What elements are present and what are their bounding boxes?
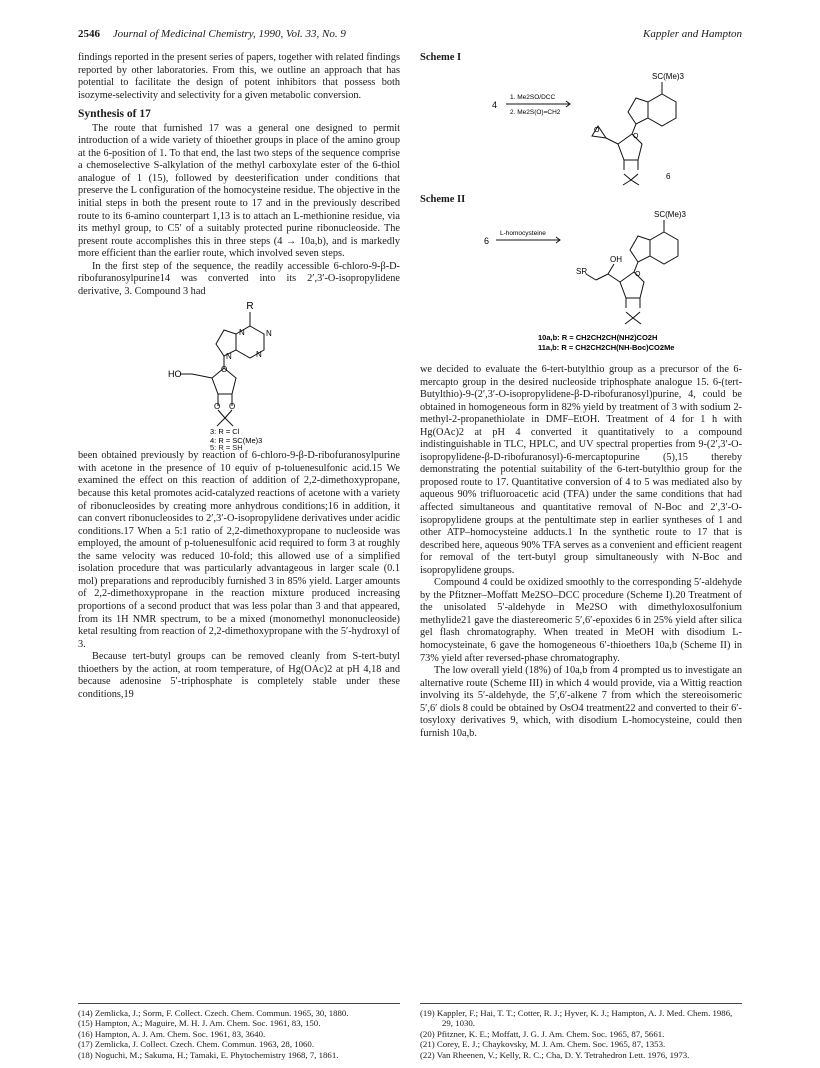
svg-text:O: O [229, 402, 236, 412]
scheme-1-substituent: SC(Me)3 [652, 72, 685, 81]
low-yield-paragraph: The low overall yield (18%) of 10a,b from 4 prompted us to investigate an alternative route (Scheme III) in which 4 would provide, via a Wittig reaction involving its 5′-aldehyde, the 5′,6′-alkene 7 from which the stereoisomeric 5′,6′ diols 8 could be obtained by OsO4 treatment22 and converted to their 6′-tosyloxy derivatives 9, which, with disodium L-homocysteine, could then furnish 10a,b. [420, 665, 742, 739]
svg-text:O: O [633, 133, 639, 140]
caption-5: 5: R = SH [210, 443, 243, 453]
svg-text:O: O [635, 271, 641, 278]
footnote-14: (14) Zemlicka, J.; Sorm, F. Collect. Czech. Chem. Commun. 1965, 30, 1880. [78, 1008, 349, 1018]
svg-text:O: O [214, 402, 221, 412]
footnote-18: (18) Noguchi, M.; Sakuma, H.; Tamaki, E. Phytochemistry 1968, 7, 1861. [78, 1049, 339, 1060]
scheme-1-step-2: 2. Me2S(O)=CH2 [510, 109, 561, 116]
scheme-2-oh-label: OH [610, 255, 622, 264]
scheme-1 [420, 66, 742, 186]
footnotes-right [420, 1003, 742, 1060]
scheme-1-compound-4: 4 [492, 100, 498, 110]
nucleoside-structure-diagram [78, 298, 400, 446]
footnote-16: (16) Hampton, A. J. Am. Chem. Soc. 1961, 83, 3640. [78, 1028, 266, 1039]
scheme-2-substituent: SC(Me)3 [654, 210, 687, 219]
svg-text:O: O [221, 365, 228, 375]
footnote-21: (21) Corey, E. J.; Chaykovsky, M. J. Am. Chem. Soc. 1965, 87, 1353. [420, 1039, 666, 1050]
caption-3: 3: R = Cl [210, 427, 240, 437]
footnotes-left [78, 1003, 400, 1060]
ring-n-label-2: N [266, 329, 272, 339]
scheme-2-compound-6: 6 [484, 236, 490, 246]
scheme-1-diagram [420, 66, 742, 186]
scheme-2-caption-11: 11a,b: R = CH2CH2CH(NH-Boc)CO2Me [538, 343, 675, 352]
section-title: Synthesis of 17 [78, 108, 151, 121]
scheme-2-diagram [420, 208, 742, 364]
footnote-17: (17) Zemlicka, J. Collect. Czech. Chem. Commun. 1963, 28, 1060. [78, 1039, 315, 1050]
footnote-19: (19) Kappler, F.; Hai, T. T.; Cotter, R. J.; Hyver, K. J.; Hampton, A. J. Med. Chem. 1986, 29, 1030. [420, 1008, 733, 1029]
scheme-2 [420, 208, 742, 364]
route-paragraph: The route that furnished 17 was a general one designed to permit introduction of a wide variety of thioether groups in place of the amino group at the 6-position of 1. To that end, the last two steps of the sequence comprise a chemoselective S-alkylation of the methyl carboxylate ester of the 6-thiol analogue of 1 (15), followed by deesterification under conditions that preserve the L configuration of the homocysteine residue. The objective in the initial steps in both the present route to 17 and in the previously described route to its 6-amino counterpart 1,13 is to attach an L-methionine residue, via its methyl group, to C5′ of a suitably protected purine ribonucleoside. The present route accomplishes this in three steps (4 → 10a,b), and is markedly more efficient than the earlier route, which involved seven steps. [78, 122, 400, 260]
footnote-22: (22) Van Rheenen, V.; Kelly, R. C.; Cha, D. Y. Tetrahedron Lett. 1976, 1973. [420, 1049, 690, 1060]
left-column [78, 52, 400, 701]
scheme-2-title: Scheme II [420, 194, 466, 205]
header-left [78, 28, 346, 44]
scheme-2-caption-10: 10a,b: R = CH2CH2CH(NH2)CO2H [538, 333, 658, 342]
scheme-2-sr-label: SR [576, 267, 588, 276]
ring-n-label-3: N [256, 350, 262, 360]
ring-n-label-4: N [226, 352, 232, 362]
running-header [78, 28, 742, 44]
right-column [420, 52, 742, 740]
decided-paragraph: we decided to evaluate the 6-tert-butylthio group as a precursor of the 6-mercapto group in the desired nucleoside triphosphate analogue 15. 6-(tert-Butylthio)-9-(2′,3′-O-isopropylidene-β-D-ribofuranosyl)purine, 4, could be obtained in homogeneous form in 82% yield by treatment of 3 with sodium 2-methyl-2-propanethiolate in DMF–EtOH. Treatment of 4 for 1 h with Hg(OAc)2 at pH 4 converted it quantitatively to a compound indistinguishable in TLC, HPLC, and UV spectral properties from 9-(2′,3′-O-isopropylidene-β-D-ribofuranosyl)-6-mercaptopurine (5),15 thereby demonstrating the potential suitability of the 6-tert-butylthio group for the proposed route to 17. Quantitative conversion of 4 to 5 was mediated also by aqueous 90% trifluoroacetic acid (TFA) under the same conditions that had affected simultaneous and quantitative removal of N-Boc and 2′,3′-O-isopropylidene groups at the pentultimate step in earlier syntheses of 1 and other ATP–homocysteine adducts.1 In the synthetic route to 17 that is described here, aqueous 90% TFA serves as a convenient and efficient reagent for removal of the tert-butyl group simultaneously with N-Boc and isopropylidene groups. [420, 364, 742, 576]
ho-label: HO [168, 369, 182, 380]
footnote-20: (20) Pfitzner, K. E.; Moffatt, J. G. J. Am. Chem. Soc. 1965, 87, 5661. [420, 1028, 665, 1039]
scheme-1-step-1: 1. Me2SO/DCC [510, 94, 556, 101]
journal-citation: Journal of Medicinal Chemistry, 1990, Vol. 33, No. 9 [112, 28, 346, 40]
footnote-15: (15) Hampton, A.; Maguire, M. H. J. Am. Chem. Soc. 1961, 83, 150. [78, 1018, 321, 1029]
r-substituent-label: R [246, 301, 254, 313]
page-number: 2546 [78, 28, 100, 40]
oxidized-paragraph: Compound 4 could be oxidized smoothly to the corresponding 5′-aldehyde by the Pfitzner–Moffatt Me2SO–DCC procedure (Scheme I).20 Treatment of the unisolated 5′-aldehyde in Me2SO with dimethyloxosulfonium methylide21 gave the diastereomeric 5′,6′-epoxides 6 in 25% yield after silica gel flash chromatography. When treated in MeOH with disodium L-homocysteinate, 6 gave the homogeneous 6′-thioethers 10a,b (Scheme II) in 73% yield after reversed-phase chromatography. [420, 577, 742, 664]
caption-4: 4: R = SC(Me)3 [210, 436, 263, 446]
svg-text:O: O [594, 127, 600, 134]
scheme-2-reagent: L-homocysteine [500, 230, 546, 237]
first-step-paragraph: In the first step of the sequence, the readily accessible 6-chloro-9-β-D-ribofuranosylpurine14 was converted into its 2′,3′-O-isopropylidene derivative, 3. Compound 3 had [78, 260, 400, 297]
intro-paragraph: findings reported in the present series of papers, together with related findings reported by other laboratories. From this, we outline an approach that has potential to facilitate the design of potent inhibitors that possess both isozyme-selectivity and selectivity for a given metabolic conversion. [78, 52, 400, 101]
ring-n-label-1: N [239, 328, 245, 338]
obtained-paragraph: been obtained previously by reaction of 6-chloro-9-β-D-ribofuranosylpurine with acetone in the presence of 10 equiv of p-toluenesulfonic acid.15 We examined the effect on this reaction of addition of 2,2-dimethoxypropane, because this ketal promotes acid-catalyzed reactions of acetone with a variety of ribonucleosides by creating more anhydrous conditions;16 in addition, it can convert ribonucleosides to 2′,3′-O-isopropylidene derivatives under acidic conditions.17 When a 5:1 ratio of 2,2-dimethoxypropane to nucleoside was employed, the amount of p-toluenesulfonic acid required to form 3 at roughly the same velocity was reduced 10-fold; this allowed use of a simplified isolation procedure that was particularly advantageous in larger scale (0.1 mol) preparations and reproducibly furnished 3 in 85% yield. Larger amounts of 2,2-dimethoxypropane in the reaction mixture produced increasing proportions of a second product that was less polar than 3 and that appeared, from its 1H NMR spectrum, to be a mixed (monomethyl mononucleoside) ketal resulting from reaction of 2,2-dimethoxypropane with the 5′-hydroxyl of 3. [78, 450, 400, 650]
scheme-1-title: Scheme I [420, 52, 462, 63]
because-paragraph: Because tert-butyl groups can be removed cleanly from S-tert-butyl thioethers by the action, at room temperature, of Hg(OAc)2 at pH 4,18 and because adenosine 5′-triphosphate is completely stable under these conditions,19 [78, 651, 400, 700]
structure-3-4-5 [78, 298, 400, 453]
scheme-1-compound-6: 6 [666, 172, 671, 181]
header-authors: Kappler and Hampton [643, 28, 742, 40]
